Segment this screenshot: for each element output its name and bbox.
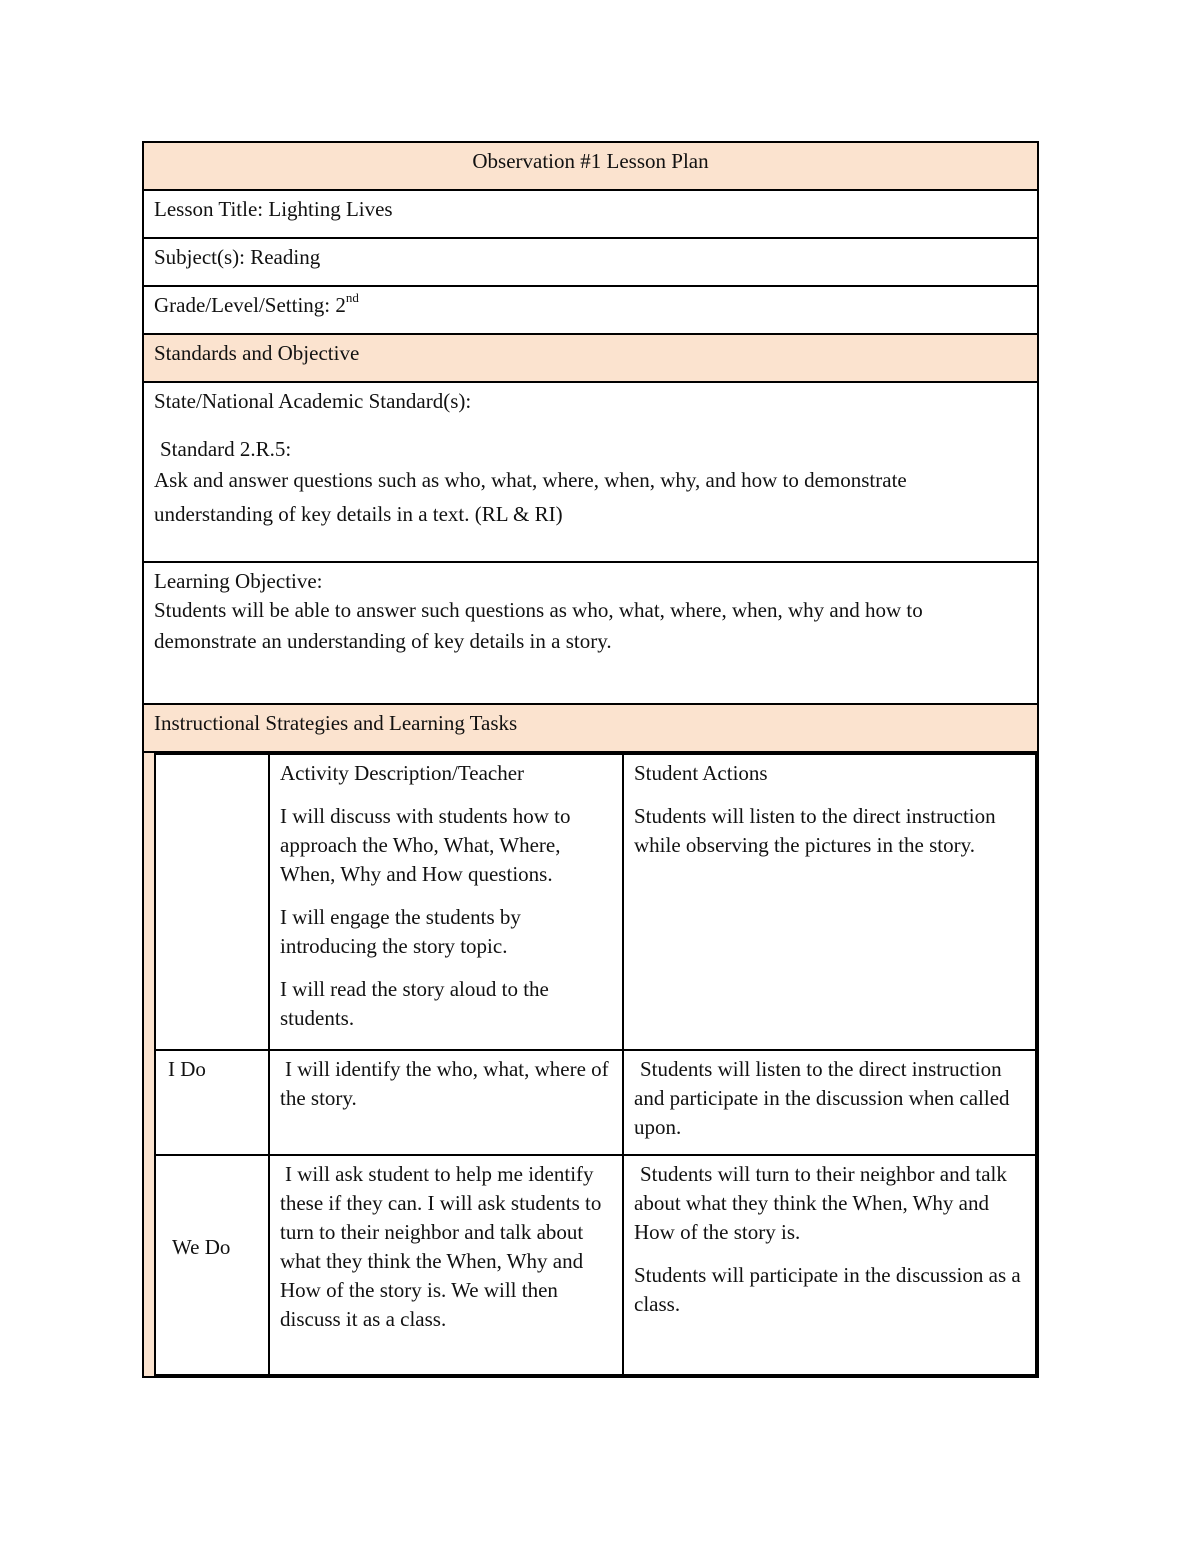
document-title: Observation #1 Lesson Plan	[143, 142, 1038, 190]
objective-text: Students will be able to answer such questions as who, what, where, when, why and how to demonstrate an understanding of key details in a story.	[154, 598, 923, 653]
lesson-title: Lesson Title: Lighting Lives	[143, 190, 1038, 238]
student-actions-cell	[623, 1050, 1036, 1155]
lesson-plan-table	[142, 141, 1039, 1378]
task-intro-row	[155, 754, 1036, 1050]
student-action: Students will listen to the direct instruction while observing the pictures in the story.	[634, 804, 996, 857]
tasks-row	[143, 752, 1038, 1377]
teacher-activity: I will discuss with students how to approach the Who, What, Where, When, Why and How questions.	[280, 804, 571, 886]
teacher-activity-cell	[269, 1050, 623, 1155]
standard-text: Ask and answer questions such as who, what, where, when, why, and how to demonstrate understanding of key details in a text. (RL & RI)	[154, 468, 907, 526]
subjects: Subject(s): Reading	[143, 238, 1038, 286]
grade-suffix: nd	[345, 290, 359, 305]
task-row-we-do	[155, 1155, 1036, 1375]
student-action: Students will listen to the direct instruction and participate in the discussion when called upon.	[634, 1057, 1010, 1139]
teacher-activity: I will identify the who, what, where of the story.	[280, 1057, 609, 1110]
objective-cell	[143, 562, 1038, 704]
student-actions-cell	[623, 1155, 1036, 1375]
standards-header: Standards and Objective	[143, 334, 1038, 382]
subjects-row	[143, 238, 1038, 286]
teacher-activity: I will ask student to help me identify these if they can. I will ask students to turn to their neighbor and talk about what they think the When, Why and How of the story is. We will then discuss it as a class.	[280, 1162, 602, 1331]
task-row-label: We Do	[155, 1155, 269, 1375]
teacher-activity: I will read the story aloud to the students.	[280, 977, 549, 1030]
standards-cell	[143, 382, 1038, 562]
strategies-header-row	[143, 704, 1038, 752]
strategies-header: Instructional Strategies and Learning Tasks	[143, 704, 1038, 752]
standards-row	[143, 382, 1038, 562]
standard-code: Standard 2.R.5:	[160, 437, 292, 461]
teacher-activity-cell	[269, 1155, 623, 1375]
task-row-label	[155, 754, 269, 1050]
objective-label: Learning Objective:	[154, 569, 323, 593]
task-row-i-do	[155, 1050, 1036, 1155]
teacher-activity-cell	[269, 754, 623, 1050]
task-row-label: I Do	[155, 1050, 269, 1155]
student-action: Students will participate in the discussion as a class.	[634, 1263, 1021, 1316]
student-action: Students will turn to their neighbor and talk about what they think the When, Why and How of the story is.	[634, 1162, 1007, 1244]
grade-row	[143, 286, 1038, 334]
grade-level	[143, 286, 1038, 334]
teacher-column-header: Activity Description/Teacher	[280, 761, 525, 785]
objective-row	[143, 562, 1038, 704]
standards-label: State/National Academic Standard(s):	[154, 389, 472, 413]
teacher-activity: I will engage the students by introducing the story topic.	[280, 905, 521, 958]
standards-header-row	[143, 334, 1038, 382]
tasks-table	[154, 753, 1037, 1376]
student-column-header: Student Actions	[634, 761, 768, 785]
student-actions-cell	[623, 754, 1036, 1050]
tasks-cell	[143, 752, 1038, 1377]
title-row	[143, 142, 1038, 190]
grade-prefix: Grade/Level/Setting: 2	[154, 293, 346, 317]
lesson-title-row	[143, 190, 1038, 238]
